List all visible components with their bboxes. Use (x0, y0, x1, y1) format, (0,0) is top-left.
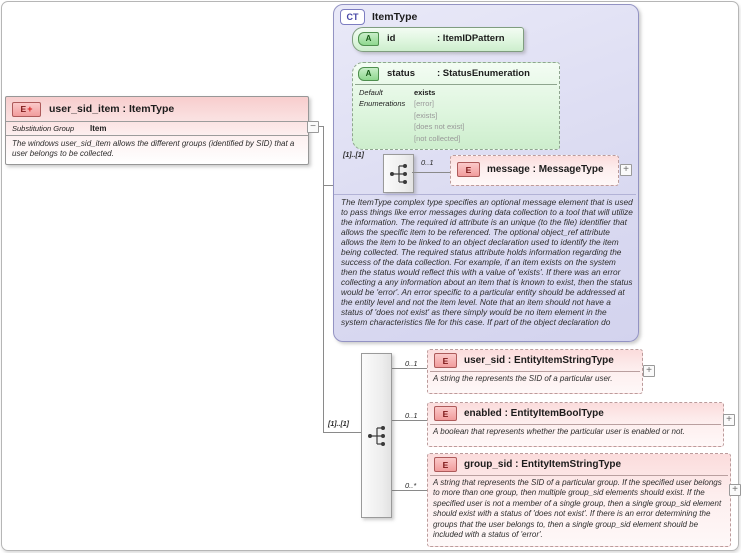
sequence-icon (389, 162, 409, 186)
attribute-box-id[interactable] (352, 27, 524, 52)
complex-type-title: ItemType (372, 11, 418, 23)
default-label: Default (359, 88, 383, 97)
element-box-user-sid-item[interactable] (5, 96, 309, 165)
substitution-group-label: Substitution Group (12, 124, 75, 133)
connector-line (412, 172, 450, 173)
sequence-cardinality: [1]..[1] (343, 152, 364, 159)
element-title: message : MessageType (487, 164, 604, 175)
attribute-type: : ItemIDPattern (437, 33, 505, 44)
enumeration-value: [exists] (414, 110, 438, 120)
enumeration-value: [does not exist] (414, 122, 465, 132)
element-card-group-sid[interactable] (427, 453, 731, 547)
expand-handle[interactable]: + (729, 484, 741, 496)
attribute-facets (353, 85, 559, 146)
element-cardinality: 0..1 (405, 411, 418, 420)
sequence-compositor[interactable] (383, 154, 414, 193)
connector-line (390, 490, 427, 491)
element-title: enabled : EntityItemBoolType (464, 408, 604, 419)
element-header (428, 350, 642, 371)
attribute-badge-icon: A (358, 67, 379, 81)
complex-type-header (340, 9, 417, 25)
sequence-cardinality: [1]..[1] (328, 421, 349, 428)
element-header (428, 403, 723, 424)
element-title: user_sid : EntityItemStringType (464, 355, 614, 366)
divider (334, 194, 636, 195)
attribute-header (353, 63, 559, 84)
collapse-handle[interactable]: − (307, 121, 319, 133)
connector-line (390, 420, 427, 421)
element-description: A string the represents the SID of a particular user. (433, 374, 613, 383)
message-cardinality: 0..1 (421, 158, 434, 167)
complex-type-badge-icon: CT (340, 9, 365, 25)
substitution-group-value[interactable]: Item (90, 124, 107, 133)
substitution-group-row (6, 122, 308, 136)
default-value: exists (414, 88, 436, 97)
element-card-user-sid[interactable] (427, 349, 643, 394)
element-description: The windows user_sid_item allows the different groups (identified by SID) that a user belongs to be collected. (12, 139, 295, 158)
element-cardinality: 0..* (405, 481, 417, 490)
enumerations-label: Enumerations (359, 99, 406, 109)
element-card-message[interactable] (450, 155, 619, 186)
expand-handle[interactable]: + (620, 164, 632, 176)
expand-handle[interactable]: + (643, 365, 655, 377)
connector-line (323, 126, 324, 433)
element-header (428, 454, 730, 475)
attribute-name: status (387, 68, 415, 79)
connector-line (324, 432, 361, 433)
facet-labels (359, 87, 414, 144)
connector-line (390, 368, 427, 369)
attribute-badge-icon: A (358, 32, 379, 46)
element-header (6, 97, 308, 122)
attribute-header (353, 28, 523, 49)
attribute-name: id (387, 33, 396, 44)
facet-values (414, 87, 464, 144)
complex-type-description: The ItemType complex type specifies an optional message element that is used to pass things like error messages during data collection to a tool that will utilize the information. The required id attribute is an unique (to the file) identifier that allows the specific item to be referenced. The optional object_ref attribute allows the item to be linked to an object declaration used to identify the item being collected. The required status attribute holds information regarding the success of the data collection. For example, if an item exists on the system then the status would reflect this with a value of 'exists'. If there was an error collecting a any information about an item that is known to exist, then the status would be 'error'. An error specific to a particular entity should be addressed at the entity level and not the item level. Note that an item should not have a status of 'does not exist' as there simply would be no item element in the system characteristics file for this case. If part of the object declaration do (341, 197, 633, 327)
badge-letter: E (20, 104, 27, 114)
sequence-icon (367, 424, 387, 448)
element-description: A boolean that represents whether the particular user is enabled or not. (433, 427, 685, 436)
element-title: user_sid_item : ItemType (49, 103, 175, 115)
sequence-compositor[interactable] (361, 353, 392, 518)
plus-icon: + (27, 104, 33, 114)
element-badge-icon (12, 102, 41, 117)
element-card-enabled[interactable] (427, 402, 724, 447)
enumeration-value: [not collected] (414, 133, 461, 143)
element-header (451, 156, 618, 183)
element-badge-icon: E (434, 457, 457, 472)
element-badge-icon: E (457, 162, 480, 177)
element-title: group_sid : EntityItemStringType (464, 459, 622, 470)
element-badge-icon: E (434, 353, 457, 368)
enumeration-value: [error] (414, 99, 435, 109)
attribute-type: : StatusEnumeration (437, 68, 530, 79)
element-description: A string that represents the SID of a particular group. If the specified user belongs to more than one group, then multiple group_sid elements should exist. If the specified user is not a member of a single group, then a single group_sid element should exist with a status of 'does not exist'. If there is an error determining the groups that the user belongs to, then a single group_sid element should be included with a status of 'error'. (433, 478, 722, 540)
expand-handle[interactable]: + (723, 414, 735, 426)
element-badge-icon: E (434, 406, 457, 421)
attribute-box-status[interactable] (352, 62, 560, 150)
element-cardinality: 0..1 (405, 359, 418, 368)
